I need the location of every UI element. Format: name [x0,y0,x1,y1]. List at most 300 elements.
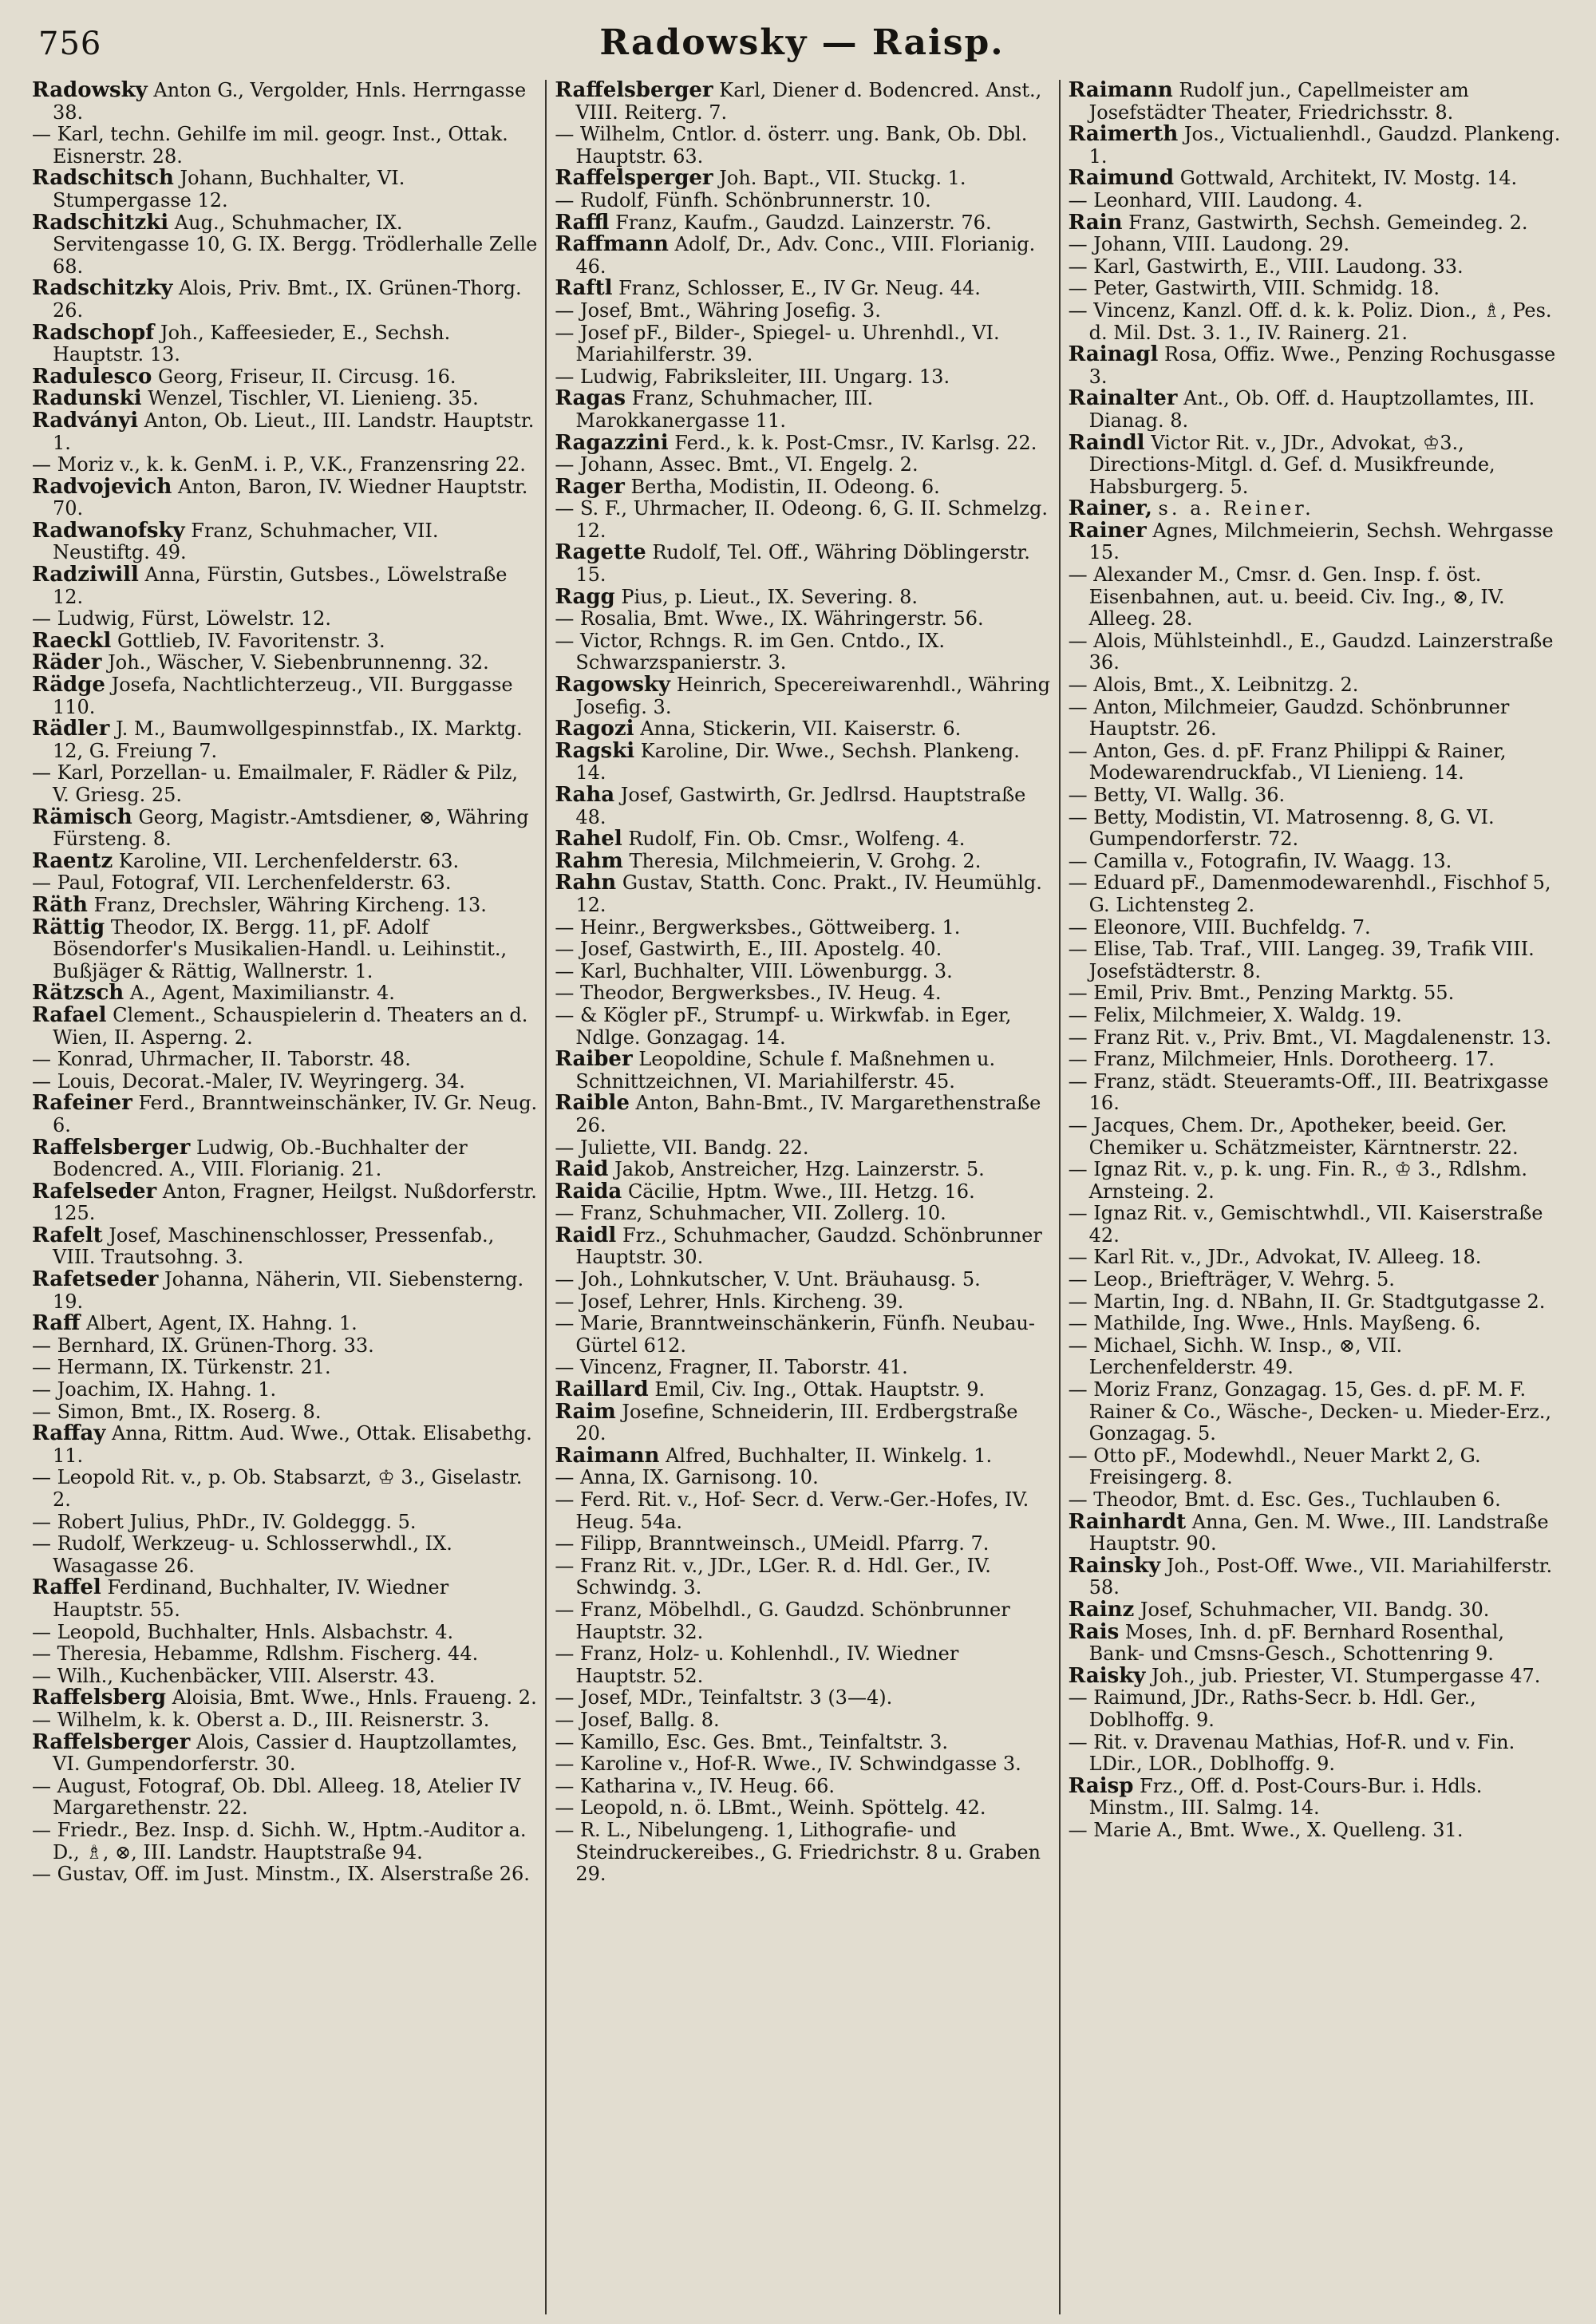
entry-text: — Karl, Gastwirth, E., VIII. Laudong. 33. [1068,255,1464,278]
entry-surname: Rätzsch [32,981,124,1006]
entry-surname: Radulesco [32,364,152,389]
directory-subentry [32,1467,537,1511]
entry-text: Emil, Civ. Ing., Ottak. Hauptstr. 9. [654,1378,986,1401]
entry-text: Johanna, Näherin, VII. Siebensterng. 19. [53,1268,524,1313]
entry-text: Joh. Bapt., VII. Stuckg. 1. [719,167,966,190]
directory-subentry [555,1467,1050,1489]
directory-entry [1069,498,1564,520]
entry-text: Georg, Friseur, II. Circusg. 16. [158,365,456,388]
entry-surname: Raimann [1068,80,1173,102]
entry-text: — August, Fotograf, Ob. Dbl. Alleeg. 18, Atelier IV Margarethenstr. 22. [32,1774,521,1820]
entry-text: Jakob, Anstreicher, Hzg. Lainzerstr. 5. [614,1158,985,1181]
directory-subentry [555,1357,1050,1379]
entry-text: — Kamillo, Esc. Ges. Bmt., Teinfaltstr. 3. [555,1730,949,1753]
entry-text: Cäcilie, Hptm. Wwe., III. Hetzg. 16. [627,1180,975,1203]
entry-text: — Karl, Buchhalter, VIII. Löwenburgg. 3. [555,959,953,982]
column-2 [545,80,1058,2314]
entry-text: — Betty, VI. Wallg. 36. [1068,784,1286,806]
entry-text: Rudolf, Tel. Off., Währing Döblingerstr. 15. [575,541,1030,587]
directory-subentry [555,1820,1050,1886]
entry-text: — Leop., Briefträger, V. Wehrg. 5. [1068,1268,1395,1291]
entry-surname: Radowsky [32,80,148,102]
directory-subentry [555,939,1050,961]
directory-entry [1068,1509,1564,1555]
entry-surname: Rais [1068,1619,1120,1644]
entry-text: — Rit. v. Dravenau Mathias, Hof-R. und v. Fin. LDir., LOR., Doblhoffg. 9. [1068,1730,1515,1776]
entry-text: — Friedr., Bez. Insp. d. Sichh. W., Hptm.-Auditor a. D., ♗, ⊗, III. Landstr. Hauptstraße 94. [32,1818,527,1864]
directory-subentry [32,1776,537,1820]
directory-subentry [1069,1115,1564,1159]
entry-surname: Rädge [32,673,105,698]
entry-text: — Gustav, Off. im Just. Minstm., IX. Alserstraße 26. [32,1863,530,1886]
entry-text: — Josef, Bmt., Währing Josefig. 3. [555,298,881,322]
directory-subentry [1069,1335,1564,1379]
entry-surname: Raff [32,1311,81,1336]
entry-text: Anton G., Vergolder, Hnls. Herrngasse 38. [53,80,527,124]
entry-text: Clement., Schauspielerin d. Theaters an d. Wien, II. Asperng. 2. [53,1003,528,1049]
directory-subentry [1069,741,1564,785]
directory-subentry [32,1622,537,1644]
directory-entry [555,785,1050,828]
directory-entry [1068,1663,1564,1688]
directory-subentry [1069,1247,1564,1269]
entry-text: — Josef, MDr., Teinfaltstr. 3 (3—4). [555,1686,893,1709]
entry-text: — Hermann, IX. Türkenstr. 21. [32,1356,331,1379]
entry-text: — Anton, Ges. d. pF. Franz Philippi & Rainer, Modewarendruckfab., VI Lienieng. 14. [1068,739,1507,785]
entry-text: Frz., Schuhmacher, Gaudzd. Schönbrunner Hauptstr. 30. [575,1223,1042,1269]
entry-text: Heinrich, Specereiwarenhdl., Währing Josefig. 3. [575,674,1050,718]
entry-surname: Rager [555,474,625,499]
entry-text: — Josef, Lehrer, Hnls. Kircheng. 39. [555,1290,904,1313]
entry-surname: Rainalter [1068,386,1178,411]
directory-entry [32,168,537,211]
entry-surname: Raisky [1068,1663,1146,1688]
directory-subentry [1069,564,1564,630]
entry-text: — Alois, Bmt., X. Leibnitzg. 2. [1068,674,1359,697]
directory-entry [32,1225,537,1269]
entry-text: Agnes, Milchmeierin, Sechsh. Wehrgasse 15. [1088,519,1554,564]
entry-text: — Karl Rit. v., JDr., Advokat, IV. Alleeg. 18. [1068,1246,1482,1269]
directory-entry [555,1225,1050,1269]
directory-subentry [1069,1820,1564,1842]
entry-text: Alfred, Buchhalter, II. Winkelg. 1. [666,1444,993,1467]
entry-text: — Otto pF., Modewhdl., Neuer Markt 2, G. Freisingerg. 8. [1068,1444,1481,1489]
directory-subentry [1069,1269,1564,1291]
directory-subentry [32,762,537,806]
directory-entry [32,1687,537,1709]
entry-text: — Peter, Gastwirth, VIII. Schmidg. 18. [1068,277,1440,300]
directory-entry [32,892,537,917]
directory-subentry [555,630,1050,674]
directory-entry [1069,1555,1564,1599]
entry-text: — Franz, Schuhmacher, VII. Zollerg. 10. [555,1202,946,1225]
directory-subentry [1069,697,1564,741]
entry-text: Franz, Drechsler, Währing Kircheng. 13. [93,893,487,916]
directory-subentry [32,872,537,895]
entry-text: — Franz Rit. v., Priv. Bmt., VI. Magdalenenstr. 13. [1068,1026,1552,1049]
entry-surname: Rain [1068,210,1123,235]
entry-text: Joh., Wäscher, V. Siebenbrunnenng. 32. [108,651,489,674]
entry-text: Josef, Gastwirth, Gr. Jedlrsd. Hauptstraße 48. [575,784,1026,828]
directory-entry [555,1445,1050,1468]
entry-text: — Marie A., Bmt. Wwe., X. Quelleng. 31. [1068,1818,1464,1841]
directory-entry [1069,520,1564,564]
entry-text: — Filipp, Branntweinsch., UMeidl. Pfarrg. 7. [555,1532,990,1555]
entry-surname: Raffelsberger [555,80,713,102]
entry-text: — Camilla v., Fotografin, IV. Waagg. 13. [1068,849,1452,872]
entry-surname: Raisp [1068,1773,1134,1798]
entry-text: Bertha, Modistin, II. Odeong. 6. [630,475,940,498]
entry-text: Ferd., k. k. Post-Cmsr., IV. Karlsg. 22. [674,431,1037,454]
entry-text: Franz, Schuhmacher, VII. Neustiftg. 49. [53,519,439,564]
entry-text: Josefa, Nachtlichterzeug., VII. Burggasse 110. [53,674,513,718]
entry-surname: Ragg [555,584,615,609]
entry-text: — Karoline v., Hof-R. Wwe., IV. Schwindgasse 3. [555,1753,1021,1776]
directory-subentry [32,454,537,476]
entry-text: s. a. Reiner. [1158,497,1314,520]
directory-subentry [1069,917,1564,939]
entry-surname: Rainz [1068,1597,1135,1622]
entry-text: Pius, p. Lieut., IX. Severing. 8. [621,585,918,608]
entry-text: Moses, Inh. d. pF. Bernhard Rosenthal, Bank- und Cmsns-Gesch., Schottenring 9. [1088,1620,1505,1666]
entry-text: — Franz, Holz- u. Kohlenhdl., IV. Wiedner Hauptstr. 52. [555,1642,959,1687]
directory-subentry [32,1379,537,1401]
entry-text: Wenzel, Tischler, VI. Lienieng. 35. [148,387,479,410]
directory-entry [555,828,1050,851]
entry-surname: Rafetseder [32,1267,159,1292]
directory-entry [555,872,1050,916]
entry-text: — Michael, Sichh. W. Insp., ⊗, VII. Lerchenfelderstr. 49. [1068,1334,1403,1379]
entry-surname: Raim [555,1399,616,1424]
entry-surname: Raiber [555,1047,633,1072]
directory-subentry [555,1753,1050,1776]
directory-entry [1069,344,1564,388]
directory-entry [555,1401,1050,1445]
entry-text: Aloisia, Bmt. Wwe., Hnls. Fraueng. 2. [172,1686,537,1709]
directory-subentry [32,1049,537,1071]
directory-entry [32,80,537,124]
entry-text: — Martin, Ing. d. NBahn, II. Gr. Stadtgutgasse 2. [1068,1290,1546,1313]
entry-surname: Rahm [555,848,623,873]
entry-surname: Rainsky [1068,1553,1161,1578]
entry-text: — Leopold, n. ö. LBmt., Weinh. Spöttelg. 42. [555,1796,986,1820]
directory-subentry [32,1401,537,1424]
directory-entry [555,1181,1050,1204]
entry-text: Anna, Rittm. Aud. Wwe., Ottak. Elisabethg. 11. [53,1422,532,1467]
entry-text: — Anton, Milchmeier, Gaudzd. Schönbrunner Hauptstr. 26. [1068,695,1510,741]
entry-text: — Bernhard, IX. Grünen-Thorg. 33. [32,1334,374,1357]
entry-text: — Theodor, Bmt. d. Esc. Ges., Tuchlauben 6. [1068,1488,1501,1511]
entry-text: — S. F., Uhrmacher, II. Odeong. 6, G. II. Schmelzg. 12. [555,497,1048,542]
entry-text: Alois, Cassier d. Hauptzollamtes, VI. Gumpendorferstr. 30. [53,1730,518,1776]
directory-subentry [32,1512,537,1534]
entry-text: — Felix, Milchmeier, X. Waldg. 19. [1068,1003,1402,1026]
directory-entry [555,430,1050,455]
entry-surname: Radschitzki [32,210,169,235]
entry-surname: Raffelsberger [32,1135,191,1160]
entry-text: Gustav, Statth. Conc. Prakt., IV. Heumühlg. 12. [575,872,1042,916]
entry-text: Anton, Baron, IV. Wiedner Hauptstr. 70. [53,475,528,520]
directory-subentry [32,1864,537,1886]
entry-text: Aug., Schuhmacher, IX. Servitengasse 10, G. IX. Bergg. Trödlerhalle Zelle 68. [53,211,538,278]
entry-text: — Vincenz, Kanzl. Off. d. k. k. Poliz. Dion., ♗, Pes. d. Mil. Dst. 3. 1., IV. Rainerg. 21. [1068,298,1552,344]
entry-surname: Rainhardt [1068,1509,1187,1534]
directory-subentry [1069,234,1564,256]
entry-text: Gottwald, Architekt, IV. Mostg. 14. [1179,167,1518,190]
directory-subentry [1069,1687,1564,1731]
entry-text: — Alexander M., Cmsr. d. Gen. Insp. f. öst. Eisenbahnen, aut. u. beeid. Civ. Ing., ⊗, IV. Alleeg. 28. [1068,563,1505,630]
directory-subentry [1069,1203,1564,1247]
entry-text: — Alois, Mühlsteinhdl., E., Gaudzd. Lainzerstraße 36. [1068,629,1554,674]
entry-text: — Juliette, VII. Bandg. 22. [555,1136,809,1159]
entry-surname: Rahn [555,871,617,895]
directory-entry [555,388,1050,432]
entry-surname: Ragski [555,738,635,763]
directory-entry [32,804,537,851]
entry-surname: Ragas [555,386,626,411]
entry-text: A., Agent, Maximilianstr. 4. [129,982,395,1005]
directory-subentry [555,1555,1050,1599]
entry-text: Frz., Off. d. Post-Cours-Bur. i. Hdls. Minstm., III. Salmg. 14. [1088,1774,1483,1820]
entry-text: Adolf, Dr., Adv. Conc., VIII. Florianig. 46. [575,233,1036,278]
entry-text: Albert, Agent, IX. Hahng. 1. [86,1312,358,1335]
entry-text: Karoline, VII. Lerchenfelderstr. 63. [118,849,460,872]
directory-subentry [32,1533,537,1577]
entry-text: — Wilh., Kuchenbäcker, VIII. Alserstr. 43. [32,1664,436,1687]
entry-text: — Ferd. Rit. v., Hof- Secr. d. Verw.-Ger.-Hofes, IV. Heug. 54a. [555,1488,1029,1533]
entry-text: Ant., Ob. Off. d. Hauptzollamtes, III. Dianag. 8. [1088,387,1535,432]
directory-entry [32,564,537,608]
entry-text: — Moriz v., k. k. GenM. i. P., V.K., Franzensring 22. [32,453,526,476]
entry-text: — Raimund, JDr., Raths-Secr. b. Hdl. Ger., Doblhoffg. 9. [1068,1686,1476,1731]
entry-text: — Robert Julius, PhDr., IV. Goldeggg. 5. [32,1510,417,1533]
directory-entry [32,1137,537,1181]
entry-surname: Radwanofsky [32,518,185,543]
entry-text: — Anna, IX. Garnisong. 10. [555,1466,819,1489]
directory-entry [1069,80,1564,124]
directory-subentry [1069,851,1564,873]
entry-surname: Radványi [32,408,139,433]
entry-surname: Ragozi [555,717,634,741]
entry-text: — Franz, städt. Steueramts-Off., III. Beatrixgasse 16. [1068,1069,1549,1115]
entry-text: Karl, Diener d. Bodencred. Anst., VIII. Reiterg. 7. [575,80,1042,124]
directory-subentry [1069,807,1564,851]
directory-subentry [1069,278,1564,300]
directory-subentry [555,454,1050,476]
entry-text: Franz, Gastwirth, Sechsh. Gemeindeg. 2. [1128,211,1528,234]
directory-entry [32,652,537,674]
entry-surname: Raillard [555,1377,649,1402]
directory-subentry [1069,256,1564,279]
directory-entry [32,1729,537,1776]
directory-entry [32,848,537,873]
entry-text: Anna, Stickerin, VII. Kaiserstr. 6. [640,717,962,741]
directory-entry [1069,124,1564,168]
directory-entry [555,848,1050,873]
directory-subentry [555,1137,1050,1160]
entry-surname: Ragazzini [555,430,669,455]
entry-surname: Raffay [32,1421,106,1446]
directory-subentry [1069,300,1564,344]
entry-text: Leopoldine, Schule f. Maßnehmen u. Schnittzeichnen, VI. Mariahilferstr. 45. [575,1048,996,1093]
entry-text: — Ludwig, Fabriksleiter, III. Ungarg. 13. [555,365,950,388]
entry-surname: Raentz [32,848,113,873]
directory-entry [32,1423,537,1467]
entry-text: — Louis, Decorat.-Maler, IV. Weyringerg. 34. [32,1069,465,1093]
directory-subentry [555,961,1050,983]
entry-text: Josefine, Schneiderin, III. Erdbergstraße 20. [575,1400,1018,1445]
entry-surname: Räder [32,650,102,675]
entry-text: — Josef pF., Bilder-, Spiegel- u. Uhrenhdl., VI. Mariahilferstr. 39. [555,321,1000,366]
entry-surname: Raible [555,1091,630,1116]
entry-text: — Vincenz, Fragner, II. Taborstr. 41. [555,1356,908,1379]
directory-subentry [555,124,1050,168]
entry-text: — Simon, Bmt., IX. Roserg. 8. [32,1400,322,1423]
entry-text: — Josef, Gastwirth, E., III. Apostelg. 40. [555,938,942,961]
entry-text: — Rudolf, Werkzeug- u. Schlosserwhdl., IX. Wasagasse 26. [32,1532,452,1577]
directory-entry [32,322,537,366]
directory-subentry [555,1797,1050,1820]
entry-text: — Ignaz Rit. v., p. k. ung. Fin. R., ♔ 3., Rdlshm. Arnsteing. 2. [1068,1158,1527,1203]
entry-text: — Paul, Fotograf, VII. Lerchenfelderstr. 63. [32,872,452,895]
directory-entry [555,718,1050,741]
directory-entry [32,366,537,389]
directory-entry [32,917,537,983]
page-number: 756 [38,26,102,62]
directory-subentry [555,322,1050,366]
entry-text: — Heinr., Bergwerksbes., Göttweiberg. 1. [555,915,961,939]
directory-entry [32,1181,537,1225]
directory-subentry [32,1666,537,1688]
directory-subentry [1069,1049,1564,1071]
entry-surname: Rättig [32,915,105,939]
entry-text: Ferdinand, Buchhalter, IV. Wiedner Hauptstr. 55. [53,1576,449,1621]
entry-surname: Rämisch [32,804,132,829]
entry-surname: Rädler [32,717,110,741]
directory-entry [555,278,1050,300]
directory-entry [1069,1599,1564,1622]
entry-text: — Eleonore, VIII. Buchfeldg. 7. [1068,915,1371,939]
directory-entry [555,1093,1050,1136]
entry-surname: Raffel [32,1575,101,1600]
directory-subentry [555,1709,1050,1732]
entry-surname: Raeckl [32,628,112,653]
entry-surname: Raid [555,1157,609,1182]
directory-subentry [1069,1071,1564,1115]
entry-surname: Raffl [555,210,610,235]
entry-surname: Rafelseder [32,1179,157,1204]
directory-entry [555,168,1050,190]
entry-surname: Raimann [555,1443,660,1468]
entry-surname: Ragowsky [555,673,671,698]
entry-surname: Rafelt [32,1223,103,1247]
directory-subentry [1069,1005,1564,1027]
directory-subentry [1069,872,1564,916]
directory-entry [555,80,1050,124]
entry-text: — Franz, Möbelhdl., G. Gaudzd. Schönbrunner Hauptstr. 32. [555,1598,1010,1643]
entry-text: Joh., jub. Priester, VI. Stumpergasse 47. [1151,1664,1541,1687]
entry-text: — & Kögler pF., Strumpf- u. Wirkwfab. in Eger, Ndlge. Gonzagag. 14. [555,1003,1012,1049]
entry-text: — Leopold, Buchhalter, Hnls. Alsbachstr. 4. [32,1620,454,1643]
entry-text: — Wilhelm, k. k. Oberst a. D., III. Reisnerstr. 3. [32,1708,490,1731]
entry-surname: Radschopf [32,320,155,345]
entry-text: Anton, Ob. Lieut., III. Landstr. Hauptstr. 1. [53,409,535,454]
directory-subentry [1069,1445,1564,1489]
directory-entry [555,738,1050,785]
entry-surname: Radunski [32,386,142,411]
directory-subentry [555,1732,1050,1754]
directory-subentry [32,1820,537,1864]
directory-subentry [555,1313,1050,1357]
directory-entry [555,1049,1050,1093]
entry-text: — Victor, Rchngs. R. im Gen. Cntdo., IX. Schwarzspanierstr. 3. [555,629,945,674]
directory-subentry [32,608,537,630]
entry-surname: Radvojevich [32,474,172,499]
entry-surname: Raha [555,783,615,807]
entry-text: — Rudolf, Fünfh. Schönbrunnerstr. 10. [555,188,931,211]
entry-surname: Rainer [1068,518,1147,543]
entry-text: Rosa, Offiz. Wwe., Penzing Rochusgasse 3. [1088,343,1556,388]
entry-surname: Raimund [1068,166,1175,191]
entry-text: Georg, Magistr.-Amtsdiener, ⊗, Währing Fürsteng. 8. [53,805,529,851]
entry-text: — Moriz Franz, Gonzagag. 15, Ges. d. pF. M. F. Rainer & Co., Wäsche-, Decken- u. Mieder-Erz., Gonzagag. 5. [1068,1378,1552,1445]
entry-text: — Mathilde, Ing. Wwe., Hnls. Mayßeng. 6. [1068,1312,1481,1335]
directory-subentry [32,1709,537,1732]
entry-text: — Karl, Porzellan- u. Emailmaler, F. Rädler & Pilz, V. Griesg. 25. [32,761,518,806]
entry-text: — Theodor, Bergwerksbes., IV. Heug. 4. [555,982,942,1005]
entry-text: — Franz, Milchmeier, Hnls. Dorotheerg. 17. [1068,1048,1495,1071]
entry-text: Karoline, Dir. Wwe., Sechsh. Plankeng. 14. [575,739,1020,785]
entry-text: Anton, Bahn-Bmt., IV. Margarethenstraße 26. [575,1092,1041,1136]
directory-subentry [555,300,1050,322]
entry-text: J. M., Baumwollgespinnstfab., IX. Marktg. 12, G. Freiung 7. [53,717,523,762]
directory-subentry [32,1643,537,1666]
directory-entry [32,212,537,279]
entry-surname: Rainagl [1068,342,1159,367]
entry-text: — Betty, Modistin, VI. Matrosenng. 8, G. VI. Gumpendorferstr. 72. [1068,805,1495,851]
directory-entry [32,278,537,322]
column-1 [32,80,545,2314]
directory-entry [555,542,1050,586]
directory-subentry [1069,674,1564,697]
directory-subentry [555,1643,1050,1687]
entry-text: Anna, Gen. M. Wwe., III. Landstraße Hauptstr. 90. [1088,1510,1549,1555]
entry-text: — Ludwig, Fürst, Löwelstr. 12. [32,607,332,630]
directory-entry [32,630,537,653]
directory-entry [555,234,1050,278]
entry-surname: Rahel [555,827,622,852]
directory-subentry [555,1291,1050,1314]
directory-subentry [555,1687,1050,1709]
directory-entry [32,1093,537,1136]
directory-subentry [1069,1027,1564,1049]
directory-subentry [555,1776,1050,1798]
directory-entry [32,388,537,410]
directory-entry [32,1577,537,1621]
directory-subentry [1069,982,1564,1005]
directory-subentry [555,366,1050,389]
entry-text: Alois, Priv. Bmt., IX. Grünen-Thorg. 26. [53,277,522,322]
entry-surname: Raffelsperger [555,166,713,191]
directory-subentry [555,917,1050,939]
directory-entry [32,1313,537,1335]
entry-text: — Karl, techn. Gehilfe im mil. geogr. Inst., Ottak. Eisnerstr. 28. [32,123,508,168]
entry-surname: Rainer, [1068,496,1152,521]
directory-subentry [1069,1379,1564,1445]
entry-text: Anna, Fürstin, Gutsbes., Löwelstraße 12. [53,563,508,608]
entry-text: Franz, Schuhmacher, III. Marokkanergasse 11. [575,387,874,432]
directory-subentry [32,1071,537,1093]
